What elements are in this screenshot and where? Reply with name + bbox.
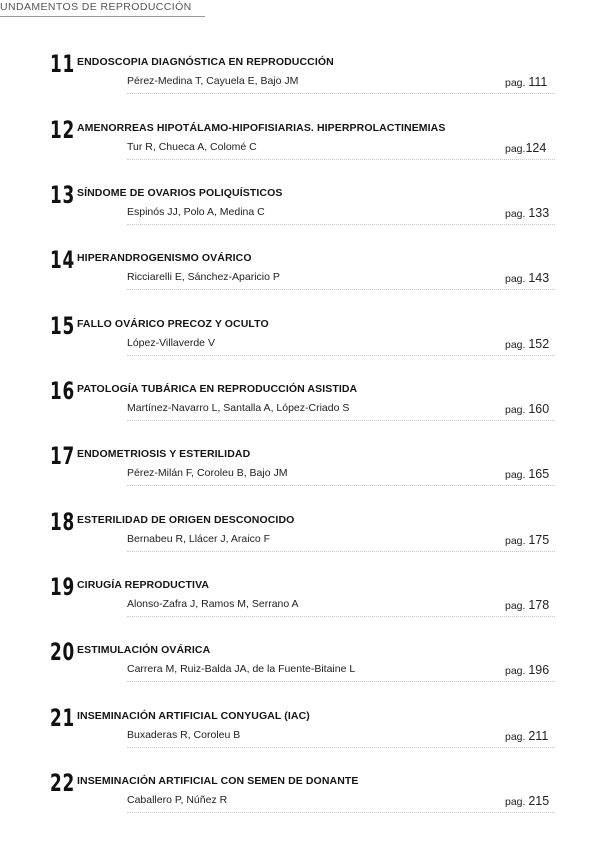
page-label: pag.: [505, 469, 526, 481]
chapter-title: CIRUGÍA REPRODUCTIVA: [77, 579, 210, 591]
dotted-rule: [127, 224, 555, 225]
page-label: pag.: [505, 339, 526, 351]
page-label: pag.: [505, 77, 526, 89]
chapter-authors: Bernabeu R, Llácer J, Araico F: [127, 533, 270, 545]
dotted-rule: [127, 551, 555, 552]
chapter-authors: Caballero P, Núñez R: [127, 794, 228, 806]
chapter-page: [505, 402, 549, 416]
chapter-number: 12: [50, 116, 75, 144]
page-number: 160: [528, 402, 550, 416]
page-label: pag.: [505, 796, 526, 808]
toc-entry: [0, 181, 600, 229]
chapter-authors: Pérez-Milán F, Coroleu B, Bajo JM: [127, 467, 288, 479]
page-number: 124: [525, 141, 547, 155]
page-number: 152: [528, 337, 550, 351]
chapter-authors: Tur R, Chueca A, Colomé C: [127, 141, 257, 153]
chapter-number: 16: [50, 377, 75, 405]
chapter-authors: Pérez-Medina T, Cayuela E, Bajo JM: [127, 75, 299, 87]
page-number: 143: [528, 271, 550, 285]
chapter-title: ENDOSCOPIA DIAGNÓSTICA EN REPRODUCCIÓN: [77, 56, 334, 68]
page-label: pag.: [505, 731, 526, 743]
chapter-authors: López-Villaverde V: [127, 337, 215, 349]
dotted-rule: [127, 289, 555, 290]
chapter-title: HIPERANDROGENISMO OVÁRICO: [77, 252, 252, 264]
toc-entry: [0, 704, 600, 752]
page-label: pag.: [505, 665, 526, 677]
toc-entry: [0, 377, 600, 425]
page-label: pag.: [505, 600, 526, 612]
dotted-rule: [127, 616, 555, 617]
chapter-page: [505, 598, 549, 612]
chapter-page: [505, 794, 549, 808]
chapter-number: 18: [50, 508, 75, 536]
chapter-number: 13: [50, 181, 75, 209]
page-label: pag.: [505, 535, 526, 547]
toc-entry: [0, 50, 600, 98]
chapter-number: 11: [50, 50, 75, 78]
chapter-number: 20: [50, 638, 75, 666]
chapter-authors: Espinós JJ, Polo A, Medina C: [127, 206, 265, 218]
chapter-page: [505, 467, 549, 481]
page-number: 215: [528, 794, 550, 808]
chapter-page: [505, 663, 549, 677]
toc-entry: [0, 769, 600, 817]
page-label: pag.: [505, 208, 526, 220]
chapter-page: [505, 271, 549, 285]
chapter-number: 15: [50, 312, 75, 340]
chapter-title: PATOLOGÍA TUBÁRICA EN REPRODUCCIÓN ASISTIDA: [77, 383, 358, 395]
chapter-title: ENDOMETRIOSIS Y ESTERILIDAD: [77, 448, 251, 460]
page-label: pag.: [505, 404, 526, 416]
chapter-number: 14: [50, 246, 75, 274]
toc-entry: [0, 312, 600, 360]
dotted-rule: [127, 93, 555, 94]
toc-entry: [0, 573, 600, 621]
dotted-rule: [127, 159, 555, 160]
page-number: 165: [528, 467, 550, 481]
dotted-rule: [127, 355, 555, 356]
page-number: 133: [528, 206, 550, 220]
chapter-page: [505, 729, 548, 743]
chapter-authors: Martínez-Navarro L, Santalla A, López-Criado S: [127, 402, 350, 414]
dotted-rule: [127, 485, 555, 486]
chapter-title: AMENORREAS HIPOTÁLAMO-HIPOFISIARIAS. HIPERPROLACTINEMIAS: [77, 122, 446, 134]
chapter-page: [505, 206, 549, 220]
chapter-title: ESTIMULACIÓN OVÁRICA: [77, 644, 211, 656]
dotted-rule: [127, 681, 555, 682]
page-number: 196: [528, 663, 550, 677]
chapter-page: [505, 141, 546, 155]
chapter-title: INSEMINACIÓN ARTIFICIAL CON SEMEN DE DONANTE: [77, 775, 359, 787]
toc-entry: [0, 246, 600, 294]
page-label: pag.: [505, 273, 526, 285]
chapter-title: FALLO OVÁRICO PRECOZ Y OCULTO: [77, 318, 269, 330]
chapter-number: 21: [50, 704, 75, 732]
page-label: pag.: [505, 143, 526, 155]
toc-entry: [0, 508, 600, 556]
dotted-rule: [127, 747, 555, 748]
page-number: 211: [528, 729, 549, 743]
page-number: 111: [528, 75, 548, 89]
chapter-title: ESTERILIDAD DE ORIGEN DESCONOCIDO: [77, 514, 295, 526]
toc-entry: [0, 442, 600, 490]
page-number: 178: [528, 598, 550, 612]
chapter-page: [505, 75, 547, 89]
chapter-authors: Buxaderas R, Coroleu B: [127, 729, 241, 741]
dotted-rule: [127, 812, 555, 813]
chapter-authors: Carrera M, Ruiz-Balda JA, de la Fuente-Bitaine L: [127, 663, 356, 675]
chapter-authors: Alonso-Zafra J, Ramos M, Serrano A: [127, 598, 299, 610]
header-rule: [0, 16, 205, 17]
chapter-number: 22: [50, 769, 75, 797]
toc-entry: [0, 116, 600, 164]
chapter-page: [505, 337, 549, 351]
page-number: 175: [528, 533, 550, 547]
toc-entry: [0, 638, 600, 686]
chapter-number: 19: [50, 573, 75, 601]
chapter-title: INSEMINACIÓN ARTIFICIAL CONYUGAL (IAC): [77, 710, 310, 722]
chapter-page: [505, 533, 549, 547]
chapter-authors: Ricciarelli E, Sánchez-Aparicio P: [127, 271, 280, 283]
chapter-number: 17: [50, 442, 75, 470]
running-header: UNDAMENTOS DE REPRODUCCIÓN: [0, 1, 192, 13]
chapter-title: SÍNDOME DE OVARIOS POLIQUÍSTICOS: [77, 187, 283, 199]
dotted-rule: [127, 420, 555, 421]
